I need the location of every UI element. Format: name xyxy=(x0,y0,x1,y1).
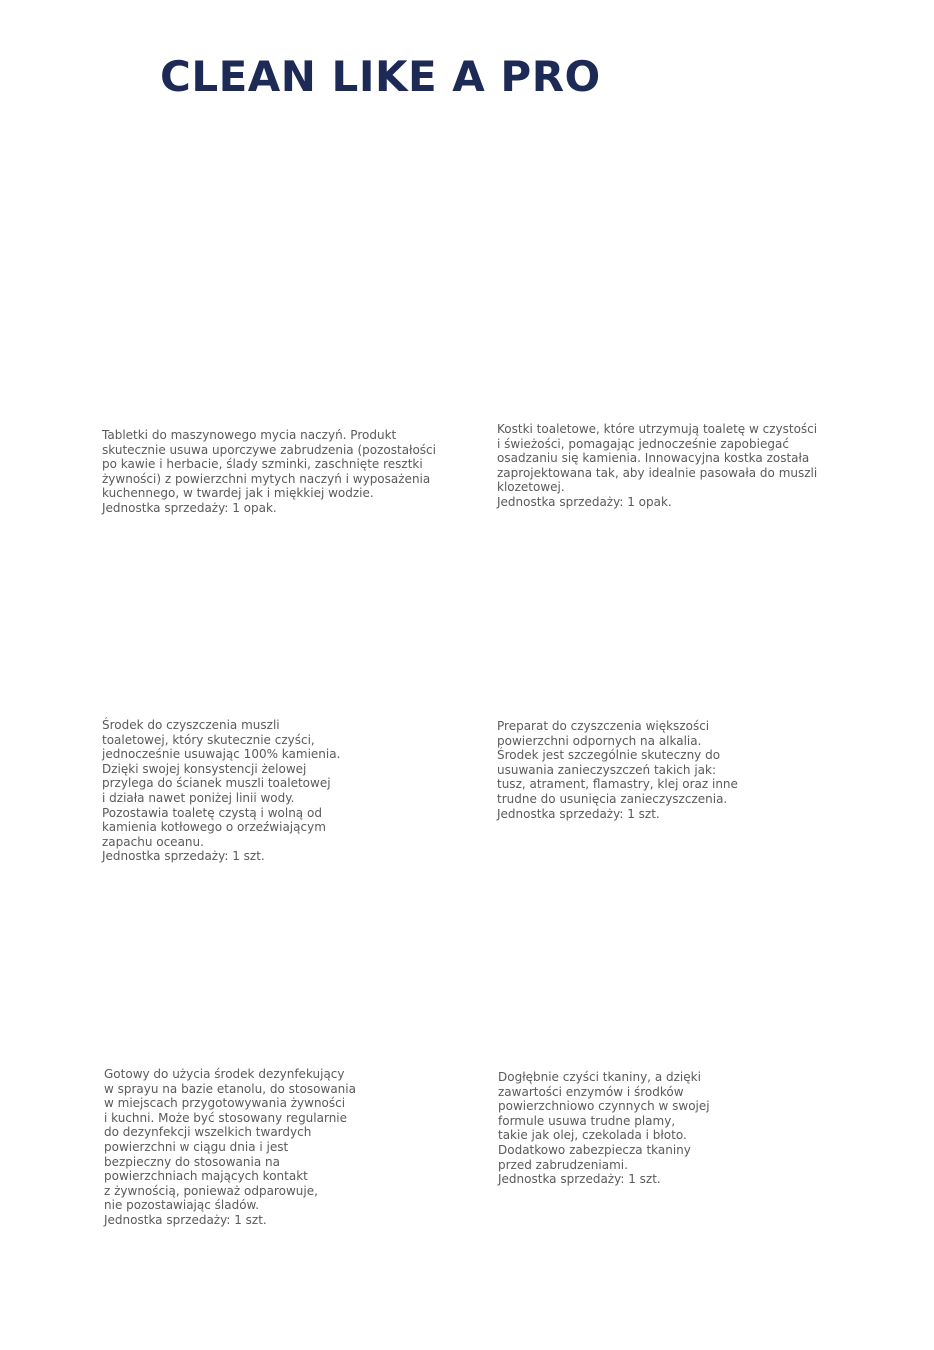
description-line: przed zabrudzeniami. xyxy=(498,1157,628,1172)
description-line: zaprojektowana tak, aby idealnie pasowała do muszli xyxy=(497,465,818,480)
sales-unit: Jednostka sprzedaży: 1 opak. xyxy=(497,494,672,509)
description-line: Tabletki do maszynowego mycia naczyń. Produkt xyxy=(102,428,397,442)
description-line: trudne do usunięcia zanieczyszczenia. xyxy=(497,791,728,806)
description-line: powierzchniowo czynnych w swojej xyxy=(498,1099,710,1114)
description-line: Preparat do czyszczenia większości xyxy=(497,719,710,733)
description-line: Środek do czyszczenia muszli xyxy=(102,718,280,732)
description-line: bezpieczny do stosowania na xyxy=(104,1154,280,1169)
sales-unit: Jednostka sprzedaży: 1 szt. xyxy=(104,1212,267,1227)
description-line: Kostki toaletowe, które utrzymują toaletę w czystości xyxy=(497,422,818,436)
description-line: nie pozostawiając śladów. xyxy=(104,1198,260,1213)
description-line: powierzchniach mających kontakt xyxy=(104,1169,308,1184)
description-line: Dogłębnie czyści tkaniny, a dzięki xyxy=(498,1070,701,1084)
sales-unit: Jednostka sprzedaży: 1 szt. xyxy=(102,849,265,864)
description-line: i działa nawet poniżej linii wody. xyxy=(102,790,295,805)
description-line: zapachu oceanu. xyxy=(102,834,204,849)
description-line: do dezynfekcji wszelkich twardych xyxy=(104,1125,312,1140)
description-line: Gotowy do użycia środek dezynfekujący xyxy=(104,1067,345,1081)
product-description-dishwasher-tablets xyxy=(102,428,436,516)
description-line: i świeżości, pomagając jednocześnie zapobiegać xyxy=(497,436,789,451)
description-line: jednocześnie usuwając 100% kamienia. xyxy=(102,747,341,762)
sales-unit: Jednostka sprzedaży: 1 opak. xyxy=(102,500,277,515)
description-line: takie jak olej, czekolada i błoto. xyxy=(498,1128,687,1143)
description-line: po kawie i herbacie, ślady szminki, zaschnięte resztki xyxy=(102,457,423,472)
sales-unit: Jednostka sprzedaży: 1 szt. xyxy=(498,1172,661,1187)
description-line: formule usuwa trudne plamy, xyxy=(498,1113,676,1128)
description-line: powierzchni odpornych na alkalia. xyxy=(497,733,702,748)
description-line: Dzięki swojej konsystencji żelowej xyxy=(102,761,307,776)
description-line: powierzchni w ciągu dnia i jest xyxy=(104,1139,289,1154)
description-line: w miejscach przygotowywania żywności xyxy=(104,1096,346,1111)
description-line: żywności) z powierzchni mytych naczyń i wyposażenia xyxy=(102,471,431,486)
description-line: toaletowej, który skutecznie czyści, xyxy=(102,732,315,747)
product-description-disinfectant-spray xyxy=(104,1067,356,1228)
description-line: tusz, atrament, flamastry, klej oraz inne xyxy=(497,777,738,792)
description-line: klozetowej. xyxy=(497,480,565,495)
description-line: Środek jest szczególnie skuteczny do xyxy=(497,748,721,763)
description-line: z żywnością, ponieważ odparowuje, xyxy=(104,1183,318,1198)
product-description-toilet-blocks xyxy=(497,422,817,510)
description-line: Dodatkowo zabezpiecza tkaniny xyxy=(498,1142,691,1157)
sales-unit: Jednostka sprzedaży: 1 szt. xyxy=(497,806,660,821)
product-description-laundry-detergent xyxy=(498,1070,710,1187)
description-line: kamienia kotłowego o orzeźwiającym xyxy=(102,820,326,835)
page-title: CLEAN LIKE A PRO xyxy=(160,52,601,101)
description-line: osadzaniu się kamienia. Innowacyjna kostka została xyxy=(497,451,810,466)
description-line: usuwania zanieczyszczeń takich jak: xyxy=(497,762,716,777)
product-description-alkaline-cleaner xyxy=(497,719,738,821)
description-line: skutecznie usuwa uporczywe zabrudzenia (pozostałości xyxy=(102,442,436,457)
description-line: kuchennego, w twardej jak i miękkiej wodzie. xyxy=(102,486,374,501)
description-line: zawartości enzymów i środków xyxy=(498,1084,684,1099)
description-line: przylega do ścianek muszli toaletowej xyxy=(102,776,331,791)
description-line: i kuchni. Może być stosowany regularnie xyxy=(104,1110,348,1125)
description-line: w sprayu na bazie etanolu, do stosowania xyxy=(104,1081,356,1096)
product-description-toilet-cleaner xyxy=(102,718,340,864)
description-line: Pozostawia toaletę czystą i wolną od xyxy=(102,805,322,820)
